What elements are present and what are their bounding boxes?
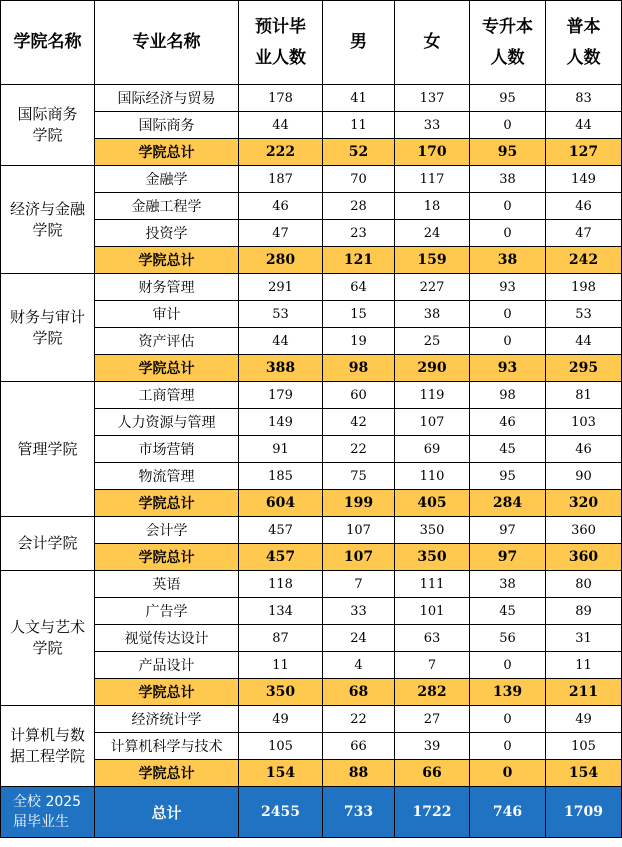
subtotal-label: 学院总计 [95, 490, 239, 517]
major-name: 投资学 [95, 220, 239, 247]
major-name: 财务管理 [95, 274, 239, 301]
college-name-line: 经济与金融 [9, 199, 85, 218]
major-name: 国际经济与贸易 [95, 85, 239, 112]
subtotal-expected-cell: 388 [239, 355, 323, 382]
major-female-cell: 111 [395, 571, 470, 598]
college-subtotal-row [1, 679, 622, 706]
subtotal-expected-cell: 154 [239, 760, 323, 787]
major-name: 人力资源与管理 [95, 409, 239, 436]
major-male-cell: 23 [323, 220, 395, 247]
major-upgrade-cell: 0 [470, 328, 546, 355]
major-regular-cell: 31 [546, 625, 622, 652]
major-regular-cell: 83 [546, 85, 622, 112]
major-female-cell: 69 [395, 436, 470, 463]
subtotal-label: 学院总计 [95, 355, 239, 382]
major-name: 经济统计学 [95, 706, 239, 733]
major-regular-cell: 49 [546, 706, 622, 733]
major-female-cell: 24 [395, 220, 470, 247]
major-regular-cell: 81 [546, 382, 622, 409]
table-row [1, 328, 622, 355]
major-expected-cell: 44 [239, 328, 323, 355]
subtotal-regular-cell: 127 [546, 139, 622, 166]
header-regular-line1: 普本 [566, 16, 601, 37]
subtotal-label: 学院总计 [95, 679, 239, 706]
grand-total-label [1, 787, 95, 838]
major-expected-cell: 179 [239, 382, 323, 409]
major-regular-cell: 89 [546, 598, 622, 625]
table-body [1, 85, 622, 787]
table-row [1, 193, 622, 220]
college-name-cell [1, 85, 95, 166]
college-name-line: 学院 [32, 126, 63, 144]
table-row [1, 733, 622, 760]
college-name-cell [1, 274, 95, 382]
table-row [1, 625, 622, 652]
major-regular-cell: 44 [546, 328, 622, 355]
major-expected-cell: 11 [239, 652, 323, 679]
grand-total-label-line1: 全校 2025 [13, 794, 82, 810]
major-female-cell: 117 [395, 166, 470, 193]
major-expected-cell: 53 [239, 301, 323, 328]
major-female-cell: 110 [395, 463, 470, 490]
college-subtotal-row [1, 355, 622, 382]
major-name: 金融学 [95, 166, 239, 193]
major-upgrade-cell: 97 [470, 517, 546, 544]
college-name-line: 学院 [32, 220, 63, 239]
college-name-line: 管理学院 [17, 439, 78, 458]
major-upgrade-cell: 56 [470, 625, 546, 652]
subtotal-upgrade-cell: 93 [470, 355, 546, 382]
major-male-cell: 11 [323, 112, 395, 139]
table-row [1, 652, 622, 679]
major-female-cell: 137 [395, 85, 470, 112]
college-subtotal-row [1, 247, 622, 274]
subtotal-regular-cell: 242 [546, 247, 622, 274]
major-name: 视觉传达设计 [95, 625, 239, 652]
header-upgrade-line1: 专升本 [482, 16, 533, 37]
major-regular-cell: 11 [546, 652, 622, 679]
header-major: 专业名称 [95, 1, 239, 85]
college-name-line: 财务与审计 [9, 307, 85, 326]
subtotal-upgrade-cell: 97 [470, 544, 546, 571]
major-male-cell: 19 [323, 328, 395, 355]
subtotal-female-cell: 282 [395, 679, 470, 706]
major-upgrade-cell: 0 [470, 652, 546, 679]
header-expected-line2: 业人数 [255, 47, 306, 68]
grand-total-female: 1722 [395, 787, 470, 838]
header-row [1, 1, 622, 85]
college-name-line: 人文与艺术 [9, 618, 85, 636]
major-upgrade-cell: 0 [470, 301, 546, 328]
subtotal-upgrade-cell: 139 [470, 679, 546, 706]
college-name-cell [1, 517, 95, 571]
major-name: 广告学 [95, 598, 239, 625]
table-row [1, 382, 622, 409]
major-expected-cell: 49 [239, 706, 323, 733]
major-name: 市场营销 [95, 436, 239, 463]
college-name-cell [1, 382, 95, 517]
major-regular-cell: 149 [546, 166, 622, 193]
major-upgrade-cell: 45 [470, 436, 546, 463]
subtotal-male-cell: 88 [323, 760, 395, 787]
major-expected-cell: 47 [239, 220, 323, 247]
major-female-cell: 119 [395, 382, 470, 409]
subtotal-regular-cell: 360 [546, 544, 622, 571]
college-name-line: 国际商务 [17, 105, 78, 123]
major-male-cell: 24 [323, 625, 395, 652]
college-subtotal-row [1, 139, 622, 166]
college-name-cell [1, 166, 95, 274]
subtotal-male-cell: 98 [323, 355, 395, 382]
table-row [1, 409, 622, 436]
major-upgrade-cell: 38 [470, 166, 546, 193]
college-subtotal-row [1, 760, 622, 787]
major-expected-cell: 291 [239, 274, 323, 301]
major-male-cell: 42 [323, 409, 395, 436]
table-row [1, 85, 622, 112]
subtotal-male-cell: 121 [323, 247, 395, 274]
major-female-cell: 25 [395, 328, 470, 355]
major-male-cell: 33 [323, 598, 395, 625]
major-upgrade-cell: 98 [470, 382, 546, 409]
subtotal-upgrade-cell: 0 [470, 760, 546, 787]
subtotal-male-cell: 107 [323, 544, 395, 571]
grand-total-regular: 1709 [546, 787, 622, 838]
major-name: 资产评估 [95, 328, 239, 355]
subtotal-regular-cell: 320 [546, 490, 622, 517]
major-male-cell: 70 [323, 166, 395, 193]
major-upgrade-cell: 0 [470, 193, 546, 220]
subtotal-label: 学院总计 [95, 247, 239, 274]
header-expected-line1: 预计毕 [255, 16, 306, 37]
major-regular-cell: 53 [546, 301, 622, 328]
major-expected-cell: 44 [239, 112, 323, 139]
major-female-cell: 227 [395, 274, 470, 301]
major-expected-cell: 178 [239, 85, 323, 112]
major-upgrade-cell: 95 [470, 463, 546, 490]
subtotal-label: 学院总计 [95, 760, 239, 787]
header-regular [546, 1, 622, 85]
major-male-cell: 22 [323, 436, 395, 463]
college-name-line: 学院 [32, 328, 63, 347]
major-upgrade-cell: 93 [470, 274, 546, 301]
table-row [1, 220, 622, 247]
major-female-cell: 350 [395, 517, 470, 544]
grand-total-name: 总计 [95, 787, 239, 838]
subtotal-expected-cell: 350 [239, 679, 323, 706]
subtotal-upgrade-cell: 95 [470, 139, 546, 166]
subtotal-female-cell: 350 [395, 544, 470, 571]
header-regular-line2: 人数 [566, 47, 601, 68]
table-row [1, 112, 622, 139]
major-female-cell: 18 [395, 193, 470, 220]
major-expected-cell: 46 [239, 193, 323, 220]
major-expected-cell: 118 [239, 571, 323, 598]
table-row [1, 166, 622, 193]
college-name-cell [1, 571, 95, 706]
table-row [1, 436, 622, 463]
subtotal-label: 学院总计 [95, 544, 239, 571]
major-expected-cell: 134 [239, 598, 323, 625]
header-upgrade-line2: 人数 [490, 47, 525, 68]
major-male-cell: 22 [323, 706, 395, 733]
subtotal-female-cell: 290 [395, 355, 470, 382]
subtotal-female-cell: 405 [395, 490, 470, 517]
major-name: 国际商务 [95, 112, 239, 139]
major-upgrade-cell: 46 [470, 409, 546, 436]
major-upgrade-cell: 0 [470, 706, 546, 733]
major-expected-cell: 457 [239, 517, 323, 544]
major-name: 金融工程学 [95, 193, 239, 220]
major-name: 审计 [95, 301, 239, 328]
subtotal-upgrade-cell: 284 [470, 490, 546, 517]
header-expected [239, 1, 323, 85]
major-male-cell: 41 [323, 85, 395, 112]
major-female-cell: 101 [395, 598, 470, 625]
major-female-cell: 107 [395, 409, 470, 436]
grand-total-male: 733 [323, 787, 395, 838]
major-expected-cell: 149 [239, 409, 323, 436]
major-male-cell: 7 [323, 571, 395, 598]
college-name-line: 学院 [32, 639, 63, 657]
subtotal-expected-cell: 280 [239, 247, 323, 274]
grand-total-upgrade: 746 [470, 787, 546, 838]
table-row [1, 571, 622, 598]
subtotal-male-cell: 199 [323, 490, 395, 517]
major-male-cell: 66 [323, 733, 395, 760]
major-name: 计算机科学与技术 [95, 733, 239, 760]
major-male-cell: 75 [323, 463, 395, 490]
major-expected-cell: 185 [239, 463, 323, 490]
major-upgrade-cell: 0 [470, 220, 546, 247]
table-row [1, 301, 622, 328]
major-regular-cell: 90 [546, 463, 622, 490]
header-upgrade [470, 1, 546, 85]
subtotal-female-cell: 159 [395, 247, 470, 274]
major-expected-cell: 91 [239, 436, 323, 463]
major-female-cell: 7 [395, 652, 470, 679]
major-regular-cell: 103 [546, 409, 622, 436]
header-college: 学院名称 [1, 1, 95, 85]
college-name-line: 会计学院 [17, 534, 78, 552]
major-upgrade-cell: 95 [470, 85, 546, 112]
subtotal-female-cell: 66 [395, 760, 470, 787]
subtotal-male-cell: 68 [323, 679, 395, 706]
major-regular-cell: 46 [546, 193, 622, 220]
subtotal-regular-cell: 295 [546, 355, 622, 382]
major-regular-cell: 80 [546, 571, 622, 598]
major-name: 英语 [95, 571, 239, 598]
major-name: 工商管理 [95, 382, 239, 409]
grand-total-expected: 2455 [239, 787, 323, 838]
major-expected-cell: 105 [239, 733, 323, 760]
header-male: 男 [323, 1, 395, 85]
major-upgrade-cell: 45 [470, 598, 546, 625]
header-female: 女 [395, 1, 470, 85]
subtotal-expected-cell: 604 [239, 490, 323, 517]
major-expected-cell: 187 [239, 166, 323, 193]
major-regular-cell: 360 [546, 517, 622, 544]
table-row [1, 274, 622, 301]
major-female-cell: 63 [395, 625, 470, 652]
major-regular-cell: 46 [546, 436, 622, 463]
college-name-cell [1, 706, 95, 787]
major-regular-cell: 47 [546, 220, 622, 247]
college-subtotal-row [1, 490, 622, 517]
subtotal-label: 学院总计 [95, 139, 239, 166]
subtotal-regular-cell: 211 [546, 679, 622, 706]
major-name: 会计学 [95, 517, 239, 544]
table-row [1, 598, 622, 625]
subtotal-upgrade-cell: 38 [470, 247, 546, 274]
major-regular-cell: 44 [546, 112, 622, 139]
table-row [1, 463, 622, 490]
major-female-cell: 39 [395, 733, 470, 760]
major-male-cell: 15 [323, 301, 395, 328]
table-row [1, 517, 622, 544]
major-male-cell: 4 [323, 652, 395, 679]
table-row [1, 706, 622, 733]
major-female-cell: 27 [395, 706, 470, 733]
subtotal-regular-cell: 154 [546, 760, 622, 787]
major-name: 产品设计 [95, 652, 239, 679]
major-upgrade-cell: 0 [470, 112, 546, 139]
major-male-cell: 60 [323, 382, 395, 409]
college-name-line: 据工程学院 [9, 747, 85, 765]
major-upgrade-cell: 38 [470, 571, 546, 598]
major-regular-cell: 198 [546, 274, 622, 301]
college-name-line: 计算机与数 [9, 726, 85, 744]
grand-total-label-line2: 届毕业生 [13, 814, 69, 830]
major-male-cell: 107 [323, 517, 395, 544]
major-male-cell: 64 [323, 274, 395, 301]
subtotal-expected-cell: 222 [239, 139, 323, 166]
college-subtotal-row [1, 544, 622, 571]
major-female-cell: 33 [395, 112, 470, 139]
major-expected-cell: 87 [239, 625, 323, 652]
major-upgrade-cell: 0 [470, 733, 546, 760]
subtotal-female-cell: 170 [395, 139, 470, 166]
major-female-cell: 38 [395, 301, 470, 328]
major-name: 物流管理 [95, 463, 239, 490]
grand-total-row [1, 787, 622, 838]
major-regular-cell: 105 [546, 733, 622, 760]
subtotal-male-cell: 52 [323, 139, 395, 166]
subtotal-expected-cell: 457 [239, 544, 323, 571]
major-male-cell: 28 [323, 193, 395, 220]
